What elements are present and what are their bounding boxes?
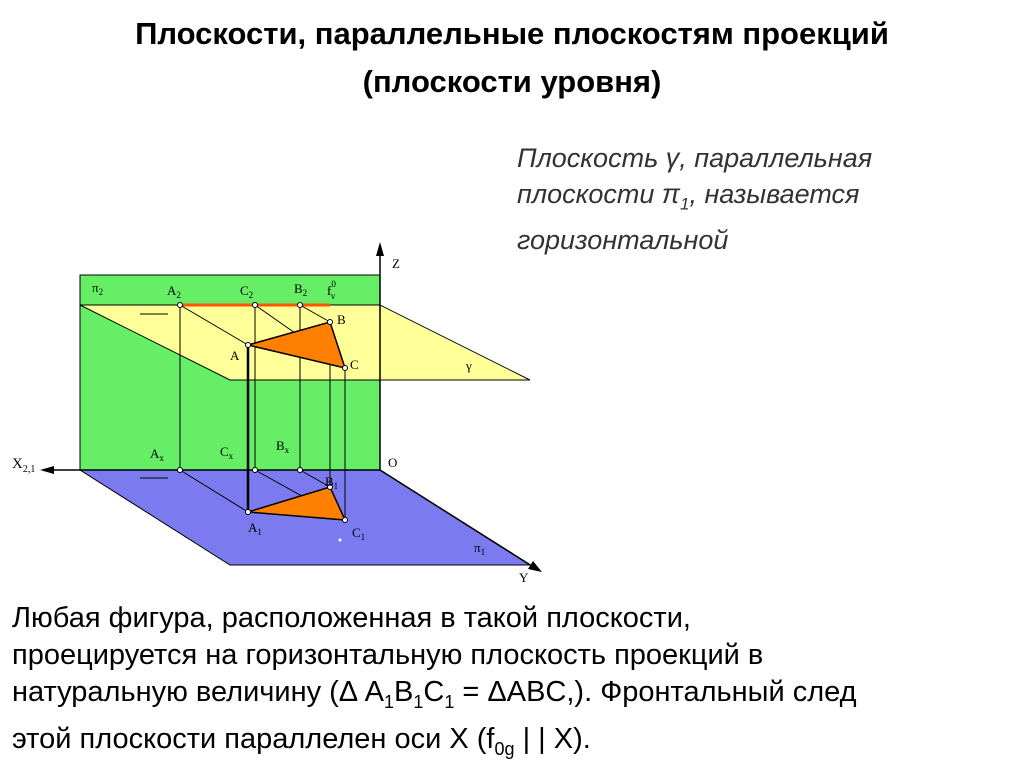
x-axis-arrow-icon [40, 466, 54, 474]
label-o: O [388, 455, 398, 470]
point-a2 [178, 303, 183, 308]
label-x: $X_{2,1}$ [12, 456, 36, 475]
horizontal-plane-pi1 [80, 470, 530, 565]
text-part: | | X). [514, 722, 591, 755]
z-axis-arrow-icon [376, 242, 384, 256]
definition-line-3: горизонтальной [517, 225, 729, 256]
definition-text-part: , называется [689, 179, 860, 209]
label-z: Z [392, 256, 400, 271]
point-cx [253, 468, 258, 473]
small-dot [339, 539, 342, 542]
label-cx: $C_x$ [220, 444, 234, 461]
point-ax [178, 468, 183, 473]
label-c: C [350, 357, 359, 372]
point-c1 [343, 518, 348, 523]
subscript: 1 [413, 691, 424, 712]
text-part: C [423, 676, 445, 708]
label-gamma: γ [466, 358, 472, 373]
subscript: 1 [383, 691, 394, 712]
label-pi1: $\pi_1$ [474, 540, 486, 557]
definition-text-part: плоскости π [517, 179, 680, 209]
label-bx: $B_x$ [276, 438, 290, 455]
label-b2: $B_2$ [294, 281, 308, 298]
point-bx [298, 468, 303, 473]
label-a: A [230, 348, 240, 363]
label-ax: $A_x$ [150, 446, 164, 463]
title-line-1: Плоскости, параллельные плоскостям проекций [135, 16, 889, 51]
label-a1: $A_1$ [248, 520, 262, 537]
title-line-2: (плоскости уровня) [362, 64, 662, 99]
label-c1: $C_1$ [352, 525, 366, 542]
explanation-line-3 [12, 674, 1017, 721]
definition-line-1: Плоскость γ, параллельная [517, 143, 873, 173]
y-axis-arrow-icon [528, 561, 542, 572]
text-part: B [394, 676, 414, 708]
subscript: 1 [444, 691, 455, 712]
label-y: Y [519, 570, 529, 585]
label-pi2: $\pi_2$ [92, 280, 104, 297]
label-b1: $B_1$ [325, 474, 339, 491]
text-part: этой плоскости параллелен оси X (f [12, 722, 495, 755]
explanation-line-4 [12, 721, 1017, 768]
label-b: B [337, 312, 346, 327]
label-f0v: $f^0$ v [327, 279, 336, 301]
point-b [328, 320, 333, 325]
point-a [246, 343, 251, 348]
point-c [343, 366, 348, 371]
definition-subscript: 1 [679, 194, 690, 214]
explanation-text [12, 600, 1017, 768]
explanation-line-1: Любая фигура, расположенная в такой плоскости, [12, 602, 691, 634]
subscript: 0g [494, 738, 515, 759]
text-part: натуральную величину (Δ A [12, 676, 384, 708]
text-part: = ΔABC,). Фронтальный след [454, 676, 857, 708]
point-a1 [246, 510, 251, 515]
point-c2 [253, 303, 258, 308]
label-c2: $C_2$ [240, 283, 254, 300]
point-b2 [298, 303, 303, 308]
label-a2: $A_2$ [167, 283, 181, 300]
explanation-line-2: проецируется на горизонтальную плоскость проекций в [12, 639, 764, 671]
